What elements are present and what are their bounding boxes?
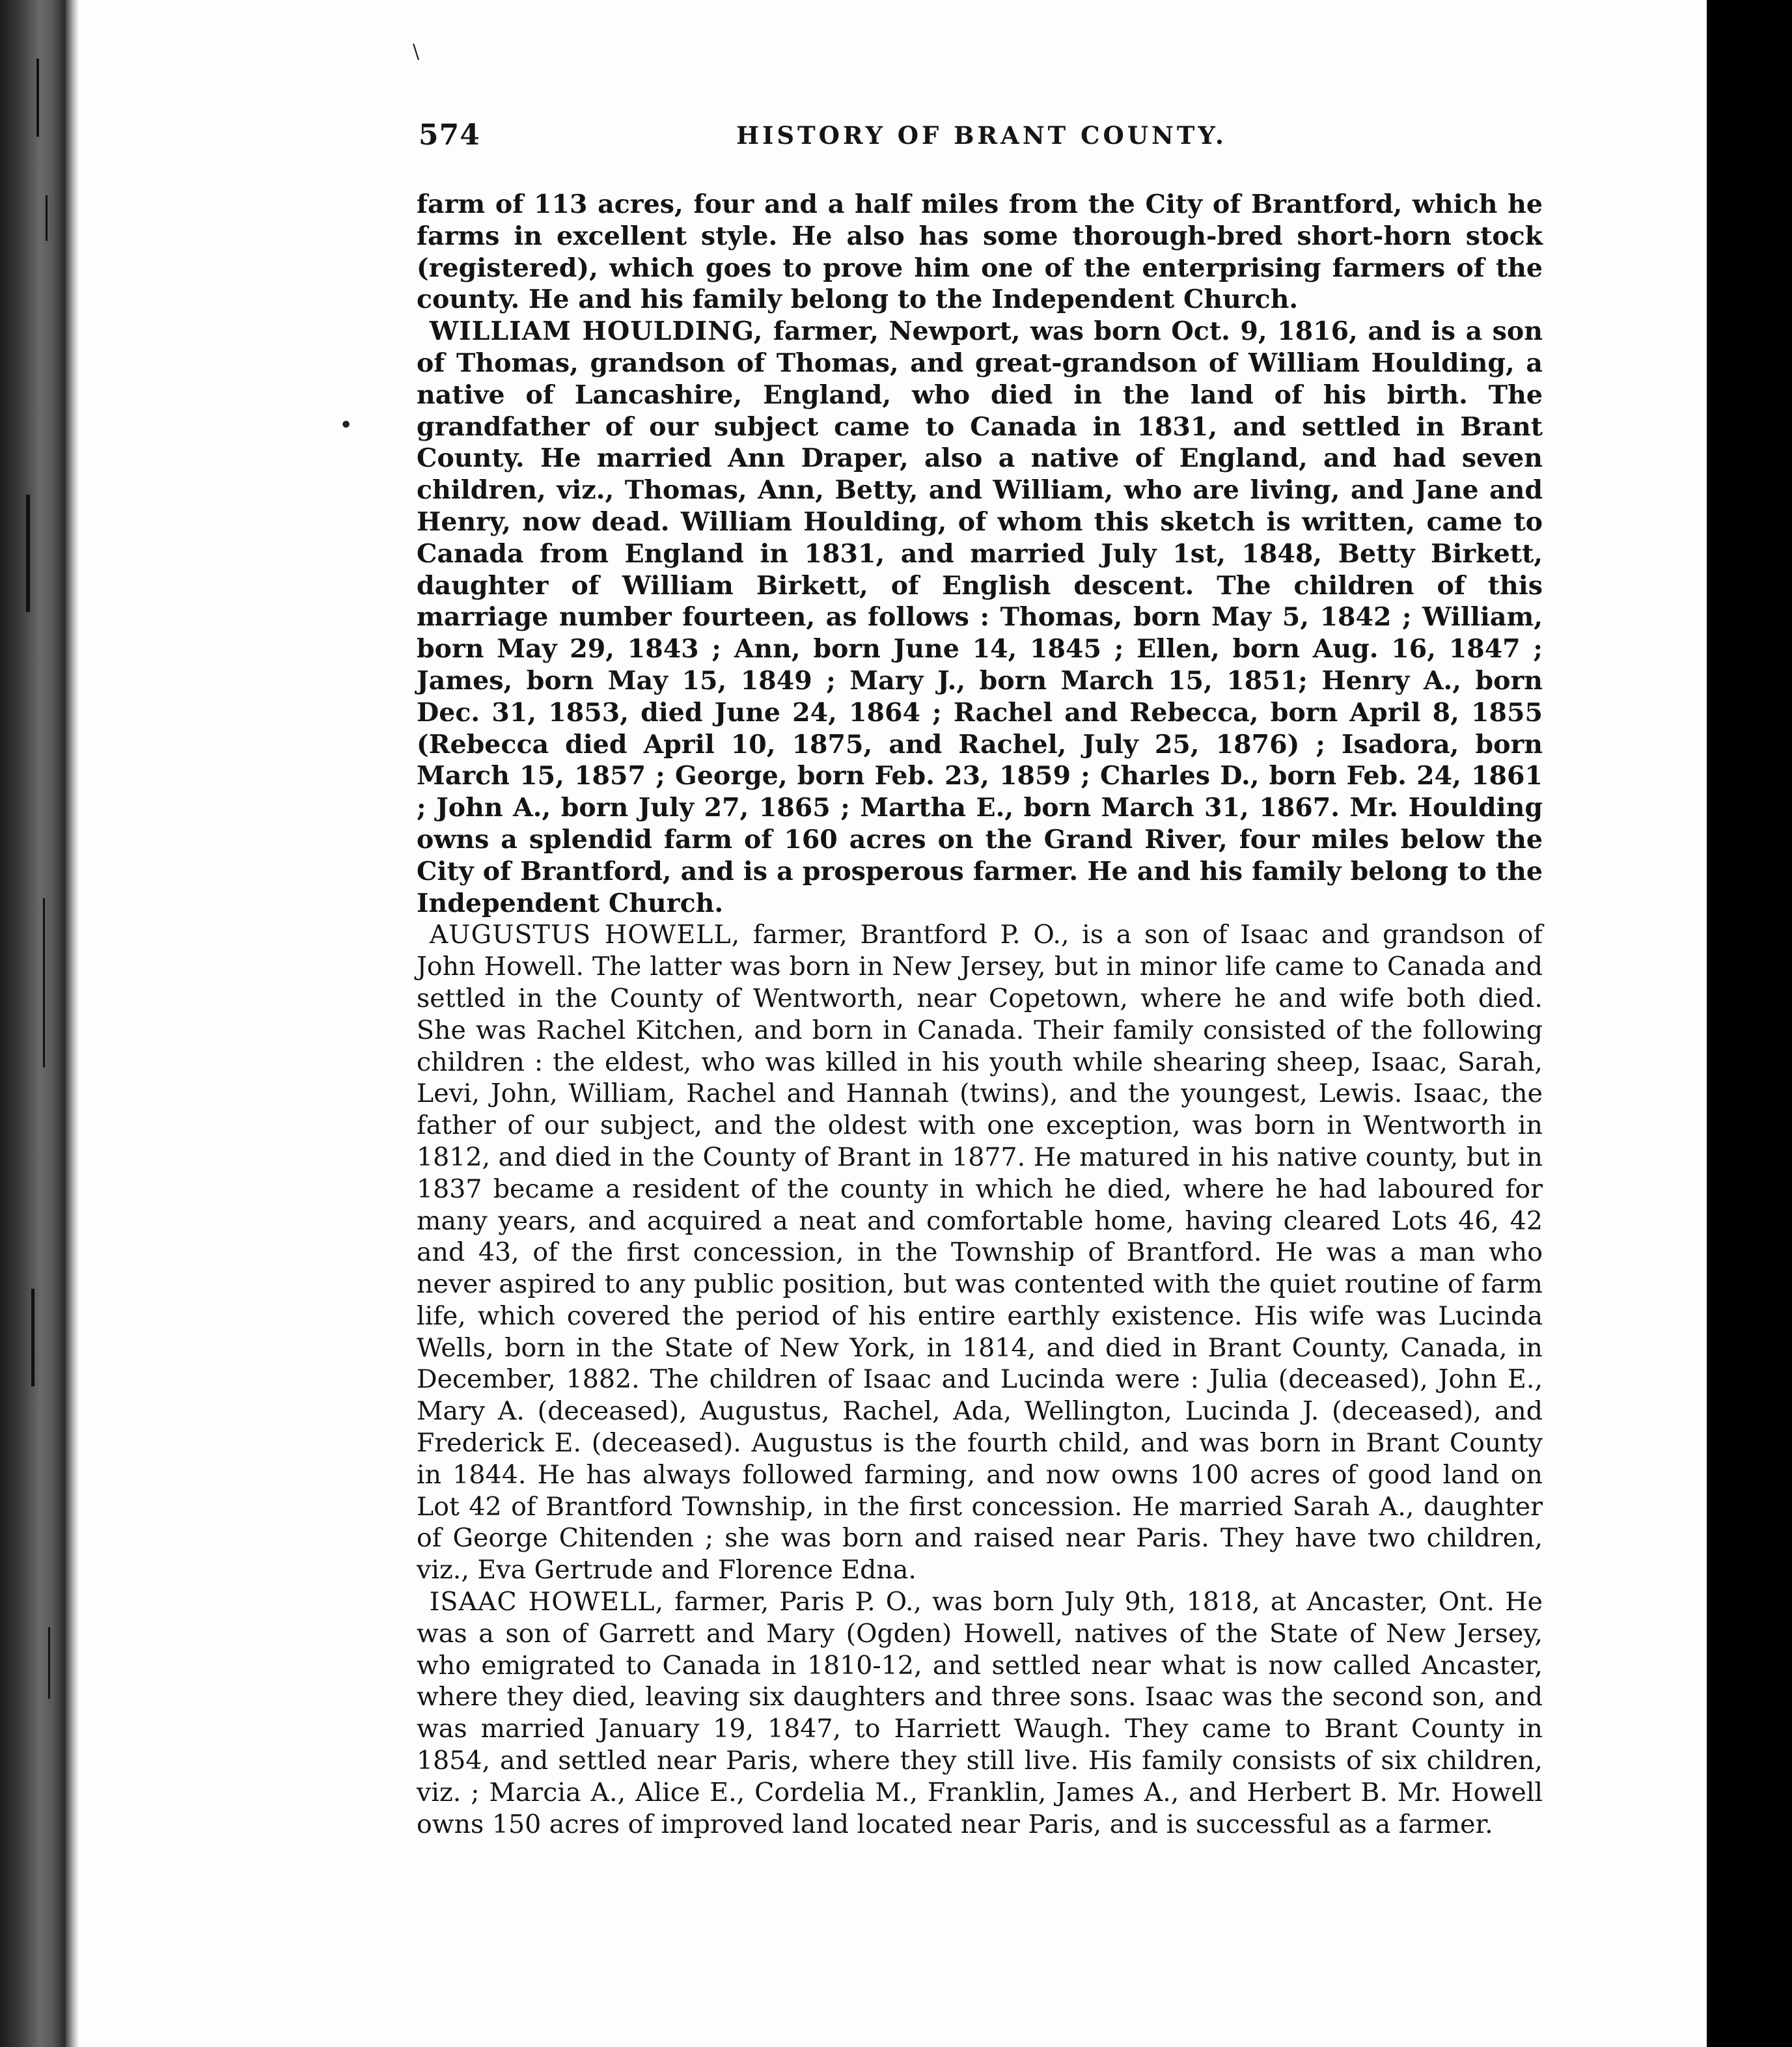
margin-dot: •: [340, 414, 353, 437]
paragraph-text: farmer, Brantford P. O., is a son of Isaac and grandson of John Howell. The latter was born in New Jersey, but in minor life came to Canada and settled in the County of Wentworth, near Copetown, where he and wife both died. She was Rachel Kitchen, and born in Canada. Their family consisted of the following children : the eldest, who was killed in his youth while shearing sheep, Isaac, Sarah, Levi, John, William, Rachel and Hannah (twins), and the youngest, Lewis. Isaac, the father of our subject, and the oldest with one exception, was born in Wentworth in 1812, and died in the County of Brant in 1877. He matured in his native county, but in 1837 became a resident of the county in which he died, where he had laboured for many years, and acquired a neat and comfortable home, having cleared Lots 46, 42 and 43, of the first concession, in the Township of Brantford. He was a man who never aspired to any public position, but was contented with the quiet routine of farm life, which covered the period of his entire earthly existence. His wife was Lucinda Wells, born in the State of New York, in 1814, and died in Brant County, Canada, in December, 1882. The children of Isaac and Lucinda were : Julia (deceased), John E., Mary A. (deceased), Augustus, Rachel, Ada, Wellington, Lucinda J. (deceased), and Frederick E. (deceased). Augustus is the fourth child, and was born in Brant County in 1844. He has always followed farming, and now owns 100 acres of good land on Lot 42 of Brantford Township, in the first concession. He married Sarah A., daughter of George Chitenden ; she was born and raised near Paris. They have two children, viz., Eva Gertrude and Florence Edna.: [417, 920, 1543, 1586]
paragraph-text: farmer, Newport, was born Oct. 9, 1816, and is a son of Thomas, grandson of Thomas, and great-grandson of William Houlding, a native of Lancashire, England, who died in the land of his birth. The grandfather of our subject came to Canada in 1831, and settled in Brant County. He married Ann Draper, also a native of England, and had seven children, viz., Thomas, Ann, Betty, and William, who are living, and Jane and Henry, now dead. William Houlding, of whom this sketch is written, came to Canada from England in 1831, and married July 1st, 1848, Betty Birkett, daughter of William Birkett, of English descent. The children of this marriage number fourteen, as follows : Thomas, born May 5, 1842 ; William, born May 29, 1843 ; Ann, born June 14, 1845 ; Ellen, born Aug. 16, 1847 ; James, born May 15, 1849 ; Mary J., born March 15, 1851; Henry A., born Dec. 31, 1853, died June 24, 1864 ; Rachel and Rebecca, born April 8, 1855 (Rebecca died April 10, 1875, and Rachel, July 25, 1876) ; Isadora, born March 15, 1857 ; George, born Feb. 23, 1859 ; Charles D., born Feb. 24, 1861 ; John A., born July 27, 1865 ; Martha E., born March 31, 1867. Mr. Houlding owns a splendid farm of 160 acres on the Grand River, four miles below the City of Brantford, and is a prosperous farmer. He and his family belong to the Independent Church.: [417, 316, 1543, 918]
scan-right-border: [1707, 0, 1792, 2047]
page-gutter: [65, 0, 79, 2047]
scan-binding-shadow: [0, 0, 65, 2047]
paragraph-william-houlding: [417, 316, 1543, 919]
page-number: 574: [419, 118, 480, 152]
subject-name: ISAAC HOWELL,: [429, 1587, 665, 1617]
subject-name: AUGUSTUS HOWELL,: [429, 920, 741, 950]
margin-tick: \: [413, 40, 420, 63]
paragraph-text: farm of 113 acres, four and a half miles from the City of Brantford, which he farms in excellent style. He also has some thorough-bred short-horn stock (registered), which goes to prove him one of the enterprising farmers of the county. He and his family belong to the Independent Church.: [417, 189, 1543, 315]
paragraph-isaac-howell: [417, 1586, 1543, 1840]
subject-name: WILLIAM HOULDING,: [429, 316, 764, 347]
page-header: [419, 118, 1545, 158]
running-head: HISTORY OF BRANT COUNTY.: [736, 121, 1227, 150]
paragraph-augustus-howell: [417, 919, 1543, 1586]
body-text: [417, 189, 1543, 1840]
paragraph-continuation: [417, 189, 1543, 316]
paragraph-text: farmer, Paris P. O., was born July 9th, 1818, at Ancaster, Ont. He was a son of Garrett and Mary (Ogden) Howell, natives of the State of New Jersey, who emigrated to Canada in 1810-12, and settled near what is now called Ancaster, where they died, leaving six daughters and three sons. Isaac was the second son, and was married January 19, 1847, to Harriett Waugh. They came to Brant County in 1854, and settled near Paris, where they still live. His family consists of six children, viz. ; Marcia A., Alice E., Cordelia M., Franklin, James A., and Herbert B. Mr. Howell owns 150 acres of improved land located near Paris, and is successful as a farmer.: [417, 1587, 1543, 1839]
